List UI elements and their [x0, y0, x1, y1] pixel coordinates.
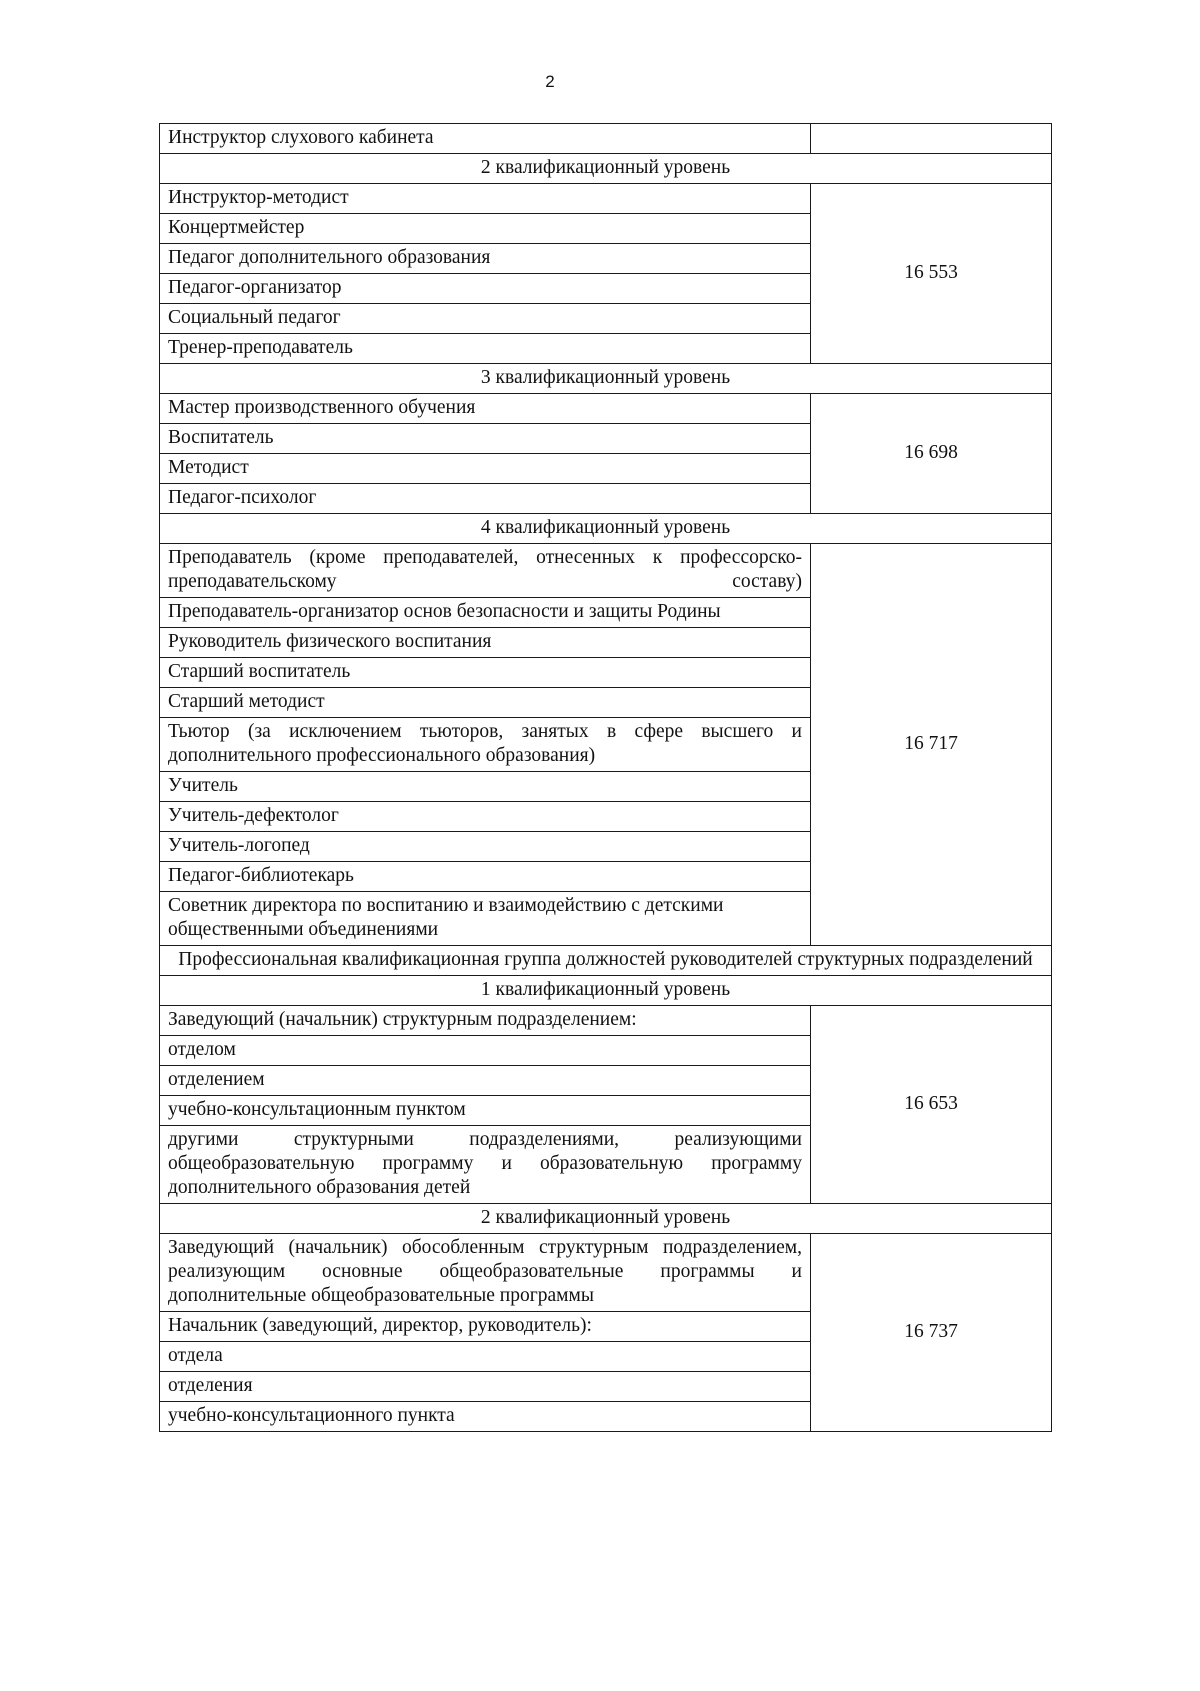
level-heading: 4 квалификационный уровень	[160, 514, 1052, 544]
position-cell: Учитель-логопед	[160, 832, 811, 862]
position-cell: отделения	[160, 1372, 811, 1402]
level-row	[160, 1204, 1052, 1234]
level-row	[160, 364, 1052, 394]
group-heading: Профессиональная квалификационная группа должностей руководителей структурных подразделений	[160, 946, 1052, 976]
position-cell: Инструктор-методист	[160, 184, 811, 214]
level-heading: 2 квалификационный уровень	[160, 1204, 1052, 1234]
position-cell: Инструктор слухового кабинета	[160, 124, 811, 154]
position-cell: отделением	[160, 1066, 811, 1096]
position-cell: Педагог дополнительного образования	[160, 244, 811, 274]
table-row	[160, 544, 1052, 598]
position-cell: Тренер-преподаватель	[160, 334, 811, 364]
level-heading: 3 квалификационный уровень	[160, 364, 1052, 394]
position-cell: Методист	[160, 454, 811, 484]
position-cell: Педагог-организатор	[160, 274, 811, 304]
level-heading: 2 квалификационный уровень	[160, 154, 1052, 184]
level-heading: 1 квалификационный уровень	[160, 976, 1052, 1006]
position-cell: Мастер производственного обучения	[160, 394, 811, 424]
position-cell: учебно-консультационного пункта	[160, 1402, 811, 1432]
position-cell: Советник директора по воспитанию и взаимодействию с детскими общественными объединениями	[160, 892, 811, 946]
table-row	[160, 184, 1052, 214]
position-cell: Воспитатель	[160, 424, 811, 454]
table-row	[160, 124, 1052, 154]
table-row	[160, 394, 1052, 424]
position-cell: Педагог-психолог	[160, 484, 811, 514]
position-cell: Учитель-дефектолог	[160, 802, 811, 832]
position-cell: другими структурными подразделениями, реализующими общеобразовательную программу и образовательную программу дополнительного образования детей	[160, 1126, 811, 1204]
salary-value: 16 717	[811, 544, 1052, 946]
salary-table	[159, 123, 1052, 1432]
salary-value: 16 653	[811, 1006, 1052, 1204]
position-cell: Педагог-библиотекарь	[160, 862, 811, 892]
table-row	[160, 1234, 1052, 1312]
salary-value: 16 737	[811, 1234, 1052, 1432]
position-cell: отделом	[160, 1036, 811, 1066]
salary-cell-empty	[811, 124, 1052, 154]
position-cell: Начальник (заведующий, директор, руководитель):	[160, 1312, 811, 1342]
salary-value: 16 553	[811, 184, 1052, 364]
position-cell: Концертмейстер	[160, 214, 811, 244]
position-cell: Преподаватель-организатор основ безопасности и защиты Родины	[160, 598, 811, 628]
position-cell: Старший методист	[160, 688, 811, 718]
position-cell: Заведующий (начальник) обособленным структурным подразделением, реализующим основные общеобразовательные программы и дополнительные общеобразовательные программы	[160, 1234, 811, 1312]
position-cell: Тьютор (за исключением тьюторов, занятых в сфере высшего и дополнительного профессионального образования)	[160, 718, 811, 772]
position-cell: Социальный педагог	[160, 304, 811, 334]
position-cell: Старший воспитатель	[160, 658, 811, 688]
position-cell: Преподаватель (кроме преподавателей, отнесенных к профессорско-преподавательскому составу)	[160, 544, 811, 598]
page-number: 2	[545, 72, 555, 91]
level-row	[160, 976, 1052, 1006]
position-cell: Руководитель физического воспитания	[160, 628, 811, 658]
table-row	[160, 1006, 1052, 1036]
position-cell: учебно-консультационным пунктом	[160, 1096, 811, 1126]
group-row	[160, 946, 1052, 976]
position-cell: Учитель	[160, 772, 811, 802]
level-row	[160, 154, 1052, 184]
position-cell: Заведующий (начальник) структурным подразделением:	[160, 1006, 811, 1036]
salary-value: 16 698	[811, 394, 1052, 514]
position-cell: отдела	[160, 1342, 811, 1372]
level-row	[160, 514, 1052, 544]
